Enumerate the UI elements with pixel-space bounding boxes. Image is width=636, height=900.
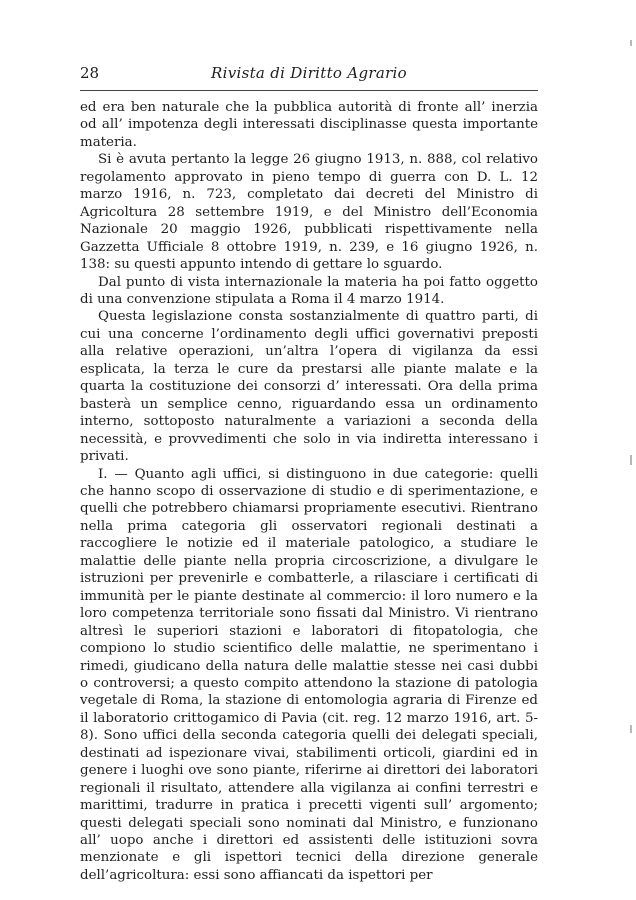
body-text	[80, 99, 538, 884]
paragraph-offices: I. — Quanto agli uffici, si distinguono in due categorie: quelli che hanno scopo di osservazione di studio e di sperimentazione, e quelli che potrebbero chiamarsi propriamente esecutivi. Rientrano nella prima categoria gli osservatori regionali destinati a raccogliere le notizie ed il materiale patologico, a studiare le malattie delle piante nella propria circoscrizione, a divulgare le istruzioni per prevenirle e combatterle, a rilasciare i certificati di immunità per le piante destinate al commercio: il loro numero e la loro competenza territoriale sono fissati dal Ministro. Vi rientrano altresì le superiori stazioni e laboratori di fitopatologia, che compiono lo studio scientifico delle malattie, ne sperimentano i rimedi, giudicano della natura delle malattie stesse nei casi dubbi o controversi; a questo compito attendono la stazione di patologia vegetale di Roma, la stazione di entomologia agraria di Firenze ed il laboratorio crittogamico di Pavia (cit. reg. 12 marzo 1916, art. 5-8). Sono uffici della seconda categoria quelli dei delegati speciali, destinati ad ispezionare vivai, stabilimenti orticoli, giardini ed in genere i luoghi ove sono piante, riferirne ai direttori dei laboratori regionali il risultato, attendere alla vigilanza ai confini terrestri e marittimi, tradurre in pratica i precetti vigenti sull’ argomento; questi delegati speciali sono nominati dal Ministro, e funzionano all’ uopo anche i direttori ed assistenti delle istituzioni sovra menzionate e gli ispettori tecnici della direzione generale dell’agricoltura: essi sono affiancati da ispettori per	[80, 466, 538, 883]
paragraph-legislation: Si è avuta pertanto la legge 26 giugno 1913, n. 888, col relativo regolamento approvato in pieno tempo di guerra con D. L. 12 marzo 1916, n. 723, completato dai decreti del Ministro di Agricoltura 28 settembre 1919, e del Ministro dell’Economia Nazionale 20 maggio 1926, pubblicati rispettivamente nella Gazzetta Ufficiale 8 ottobre 1919, n. 239, e 16 giugno 1926, n. 138: su questi appunto intendo di gettare lo sguardo.	[80, 152, 538, 273]
scan-edge-mark	[630, 455, 632, 465]
page-number: 28	[80, 64, 100, 82]
paragraph-international: Dal punto di vista internazionale la materia ha poi fatto oggetto di una convenzione stipulata a Roma il 4 marzo 1914.	[80, 274, 538, 307]
paragraph-four-parts: Questa legislazione consta sostanzialmente di quattro parti, di cui una concerne l’ordinamento degli uffici governativi preposti alla relative operazioni, un’altra l’opera di vigilanza da essi esplicata, la terza le cure da prestarsi alle piante malate e la quarta la costituzione dei consorzi d’ interessati. Ora della prima basterà un semplice cenno, riguardando essa un ordinamento interno, sottoposto naturalmente a variazioni a seconda della necessità, e provvedimenti che solo in via indiretta interessano i privati.	[80, 309, 538, 465]
scan-edge-mark	[630, 40, 632, 46]
running-title: Rivista di Diritto Agrario	[211, 64, 407, 82]
header-rule	[80, 90, 538, 91]
scan-edge-mark	[630, 725, 632, 733]
page-header	[80, 62, 538, 84]
paragraph-continuation: ed era ben naturale che la pubblica autorità di fronte all’ inerzia od all’ impotenza degli interessati disciplinasse questa importante materia.	[80, 100, 538, 150]
